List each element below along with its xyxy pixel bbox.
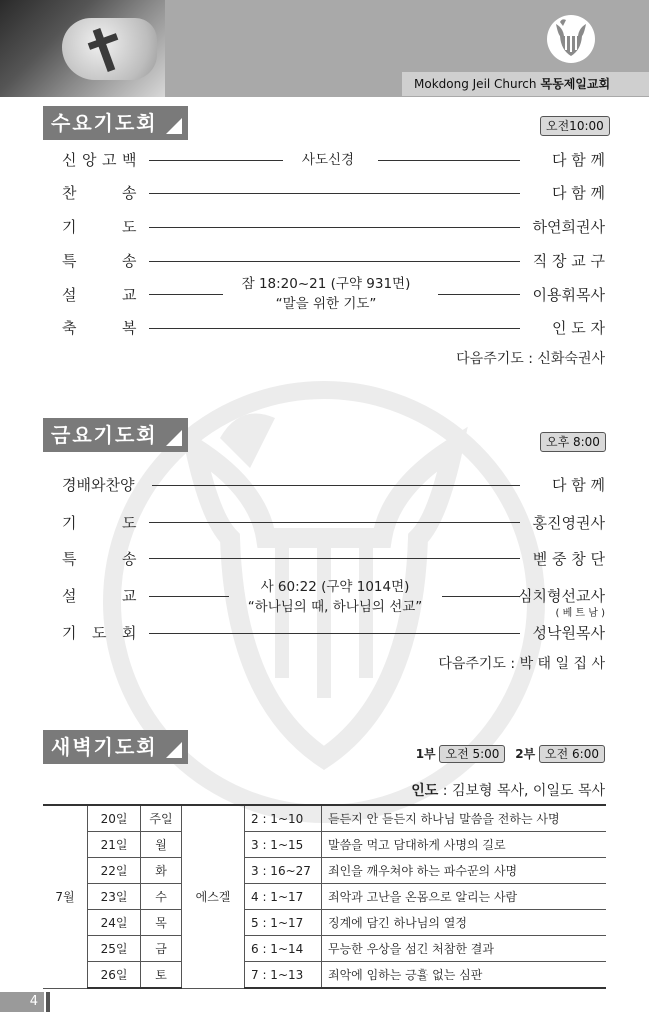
dawn-leader-value: : 김보형 목사, 이일도 목사 [438, 783, 605, 799]
wed-leader-line-3 [149, 261, 520, 262]
wed-right-5: 인 도 자 [551, 319, 605, 337]
wed-row-label-5: 축 복 [62, 319, 137, 337]
wed-right-0: 다 함 께 [551, 151, 605, 169]
date-cell: 26일 [88, 962, 141, 989]
table-row [43, 858, 606, 884]
ref-cell: 2 : 1~10 [245, 805, 322, 832]
page-number: 4 [0, 992, 44, 1012]
ref-cell: 3 : 16~27 [245, 858, 322, 884]
ref-cell: 6 : 1~14 [245, 936, 322, 962]
wed-leader-line-0b [378, 160, 520, 161]
dawn-session1-time: 오전 5:00 [439, 745, 505, 763]
wed-right-4: 이용휘목사 [532, 286, 605, 304]
table-row [43, 962, 606, 989]
fri-leader-line-1 [149, 522, 520, 523]
topic-cell: 무능한 우상을 섬긴 처참한 결과 [322, 936, 607, 962]
friday-title: 금요기도회 [43, 418, 188, 452]
day-cell: 주일 [141, 805, 182, 832]
fri-leader-line-3b [442, 596, 520, 597]
topic-cell: 징계에 담긴 하나님의 열정 [322, 910, 607, 936]
ref-cell: 3 : 1~15 [245, 832, 322, 858]
fri-row-label-2: 특 송 [62, 550, 137, 568]
table-row [43, 936, 606, 962]
dawn-leader [411, 780, 605, 800]
wed-right-2: 하연희권사 [532, 218, 605, 236]
topic-cell: 죄악에 임하는 긍휼 없는 심판 [322, 962, 607, 989]
fri-right-0: 다 함 께 [551, 476, 605, 494]
dawn-schedule-table [43, 804, 606, 989]
wed-right-1: 다 함 께 [551, 184, 605, 202]
fri-sermon-title: “하나님의 때, 하나님의 선교” [247, 599, 423, 615]
topic-cell: 죄악과 고난을 온몸으로 알리는 사람 [322, 884, 607, 910]
wed-row-label-0: 신 앙 고 백 [62, 151, 137, 169]
date-cell: 20일 [88, 805, 141, 832]
wed-center-4 [226, 274, 426, 314]
date-cell: 22일 [88, 858, 141, 884]
wed-row-label-4: 설 교 [62, 286, 137, 304]
wed-leader-line-5 [149, 328, 520, 329]
dawn-session1-label: 1부 [415, 747, 436, 761]
wed-leader-line-1 [149, 193, 520, 194]
month-cell: 7월 [43, 805, 88, 988]
wednesday-time-badge: 오전10:00 [540, 116, 610, 136]
lyre-logo-icon [546, 14, 596, 64]
table-row [43, 832, 606, 858]
church-name-en: Mokdong Jeil Church [414, 77, 537, 91]
wed-leader-line-4b [438, 294, 520, 295]
date-cell: 21일 [88, 832, 141, 858]
wed-sermon-ref: 잠 18:20~21 (구약 931면) [241, 276, 411, 292]
fri-right-3: 심치형선교사 [518, 587, 605, 605]
wed-sermon-title: “말을 위한 기도” [275, 296, 377, 312]
table-row [43, 910, 606, 936]
fri-leader-line-0 [152, 485, 520, 486]
day-cell: 월 [141, 832, 182, 858]
fri-row-label-3: 설 교 [62, 587, 137, 605]
wed-leader-line-0a [149, 160, 283, 161]
wed-right-3: 직 장 교 구 [532, 252, 605, 270]
fri-leader-line-3a [149, 596, 229, 597]
fri-leader-line-4 [149, 633, 520, 634]
fri-right-4: 성낙원목사 [532, 624, 605, 642]
day-cell: 목 [141, 910, 182, 936]
wed-next-prayer: 다음주기도 : 신화숙권사 [456, 351, 605, 367]
dawn-session2-time: 오전 6:00 [539, 745, 605, 763]
dawn-title: 새벽기도회 [43, 730, 188, 764]
fri-right-1: 홍진영권사 [532, 514, 605, 532]
wed-row-label-1: 찬 송 [62, 184, 137, 202]
page-tab [46, 992, 50, 1012]
ref-cell: 5 : 1~17 [245, 910, 322, 936]
ref-cell: 7 : 1~13 [245, 962, 322, 989]
day-cell: 수 [141, 884, 182, 910]
church-name-ko: 목동제일교회 [540, 77, 611, 91]
dawn-session2-label: 2부 [515, 747, 536, 761]
friday-time-badge: 오후 8:00 [540, 432, 606, 452]
topic-cell: 말씀을 먹고 담대하게 사명의 길로 [322, 832, 607, 858]
fri-row-label-0: 경배와찬양 [62, 476, 135, 494]
ref-cell: 4 : 1~17 [245, 884, 322, 910]
fri-next-prayer: 다음주기도 : 박 태 일 집 사 [438, 656, 605, 672]
date-cell: 23일 [88, 884, 141, 910]
topic-cell: 죄인을 깨우쳐야 하는 파수꾼의 사명 [322, 858, 607, 884]
wed-center-0: 사도신경 [301, 152, 355, 168]
fri-row-label-1: 기 도 [62, 514, 137, 532]
fri-sermon-ref: 사 60:22 (구약 1014면) [260, 579, 410, 595]
wed-row-label-2: 기 도 [62, 218, 137, 236]
book-cell: 에스겔 [182, 805, 245, 988]
topic-cell: 듣든지 안 듣든지 하나님 말씀을 전하는 사명 [322, 805, 607, 832]
church-name [414, 75, 610, 92]
fri-missionary-note: ( 베 트 남 ) [555, 608, 605, 619]
day-cell: 금 [141, 936, 182, 962]
fri-right-2: 벧 중 창 단 [532, 550, 605, 568]
fri-leader-line-2 [149, 558, 520, 559]
day-cell: 토 [141, 962, 182, 989]
wed-row-label-3: 특 송 [62, 252, 137, 270]
wednesday-title: 수요기도회 [43, 106, 188, 140]
praying-hands-cross-icon [0, 0, 165, 97]
date-cell: 24일 [88, 910, 141, 936]
day-cell: 화 [141, 858, 182, 884]
dawn-session-times [416, 745, 605, 762]
fri-row-label-4: 기 도 회 [62, 624, 137, 642]
date-cell: 25일 [88, 936, 141, 962]
fri-center-3 [230, 577, 440, 617]
dawn-leader-label: 인도 [411, 783, 439, 799]
wed-leader-line-4a [149, 294, 223, 295]
wed-leader-line-2 [149, 227, 520, 228]
table-row [43, 884, 606, 910]
table-row [43, 805, 606, 832]
